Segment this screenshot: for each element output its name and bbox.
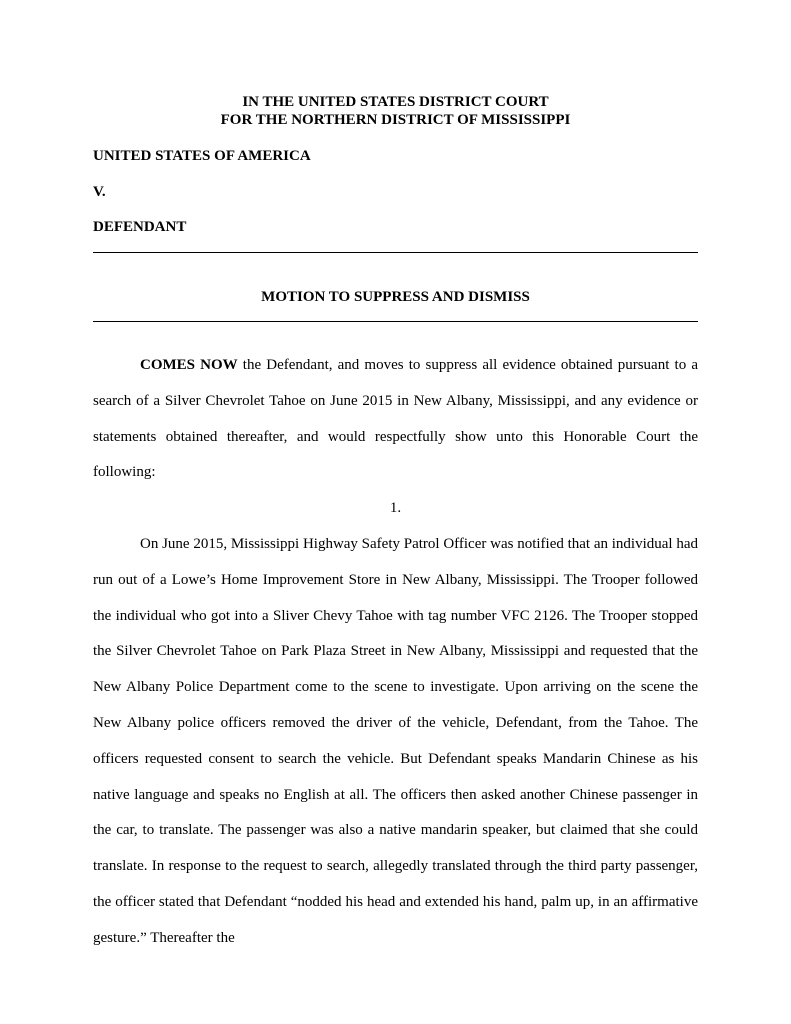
intro-lead: COMES NOW	[140, 357, 238, 373]
court-name-line-1: IN THE UNITED STATES DISTRICT COURT	[242, 94, 549, 110]
versus-label: V.	[93, 184, 106, 200]
intro-text: the Defendant, and moves to suppress all evidence obtained pursuant to a search of a Silver Chevrolet Tahoe on June 2015 in New Albany, Mississippi, and any evidence or statements obtained thereafter, and would respectfully show unto this Honorable Court the following:	[93, 357, 698, 481]
section-number: 1.	[389, 500, 402, 517]
court-name-line-2: FOR THE NORTHERN DISTRICT OF MISSISSIPPI	[220, 112, 571, 128]
section-1-paragraph: On June 2015, Mississippi Highway Safety Patrol Officer was notified that an individual had run out of a Lowe’s Home Improvement Store in New Albany, Mississippi. The Trooper followed the individual who got into a Sliver Chevy Tahoe with tag number VFC 2126. The Trooper stopped the Silver Chevrolet Tahoe on Park Plaza Street in New Albany, Mississippi and requested that the New Albany Police Department come to the scene to investigate. Upon arriving on the scene the New Albany police officers removed the driver of the vehicle, Defendant, from the Tahoe. The officers requested consent to search the vehicle. But Defendant speaks Mandarin Chinese as his native language and speaks no English at all. The officers then asked another Chinese passenger in the car, to translate. The passenger was also a native mandarin speaker, but claimed that she could translate. In response to the request to search, allegedly translated through the third party passenger, the officer stated that Defendant “nodded his head and extended his hand, palm up, in an affirmative gesture.” Thereafter the	[93, 535, 698, 946]
motion-title: MOTION TO SUPPRESS AND DISMISS	[261, 289, 530, 305]
court-header	[0, 93, 791, 129]
caption-rule-top	[93, 252, 698, 253]
defendant-name: DEFENDANT	[93, 219, 187, 235]
intro-paragraph	[93, 348, 698, 491]
motion-body	[93, 348, 698, 957]
caption-rule-bottom	[93, 321, 698, 322]
plaintiff-name: UNITED STATES OF AMERICA	[93, 148, 311, 164]
